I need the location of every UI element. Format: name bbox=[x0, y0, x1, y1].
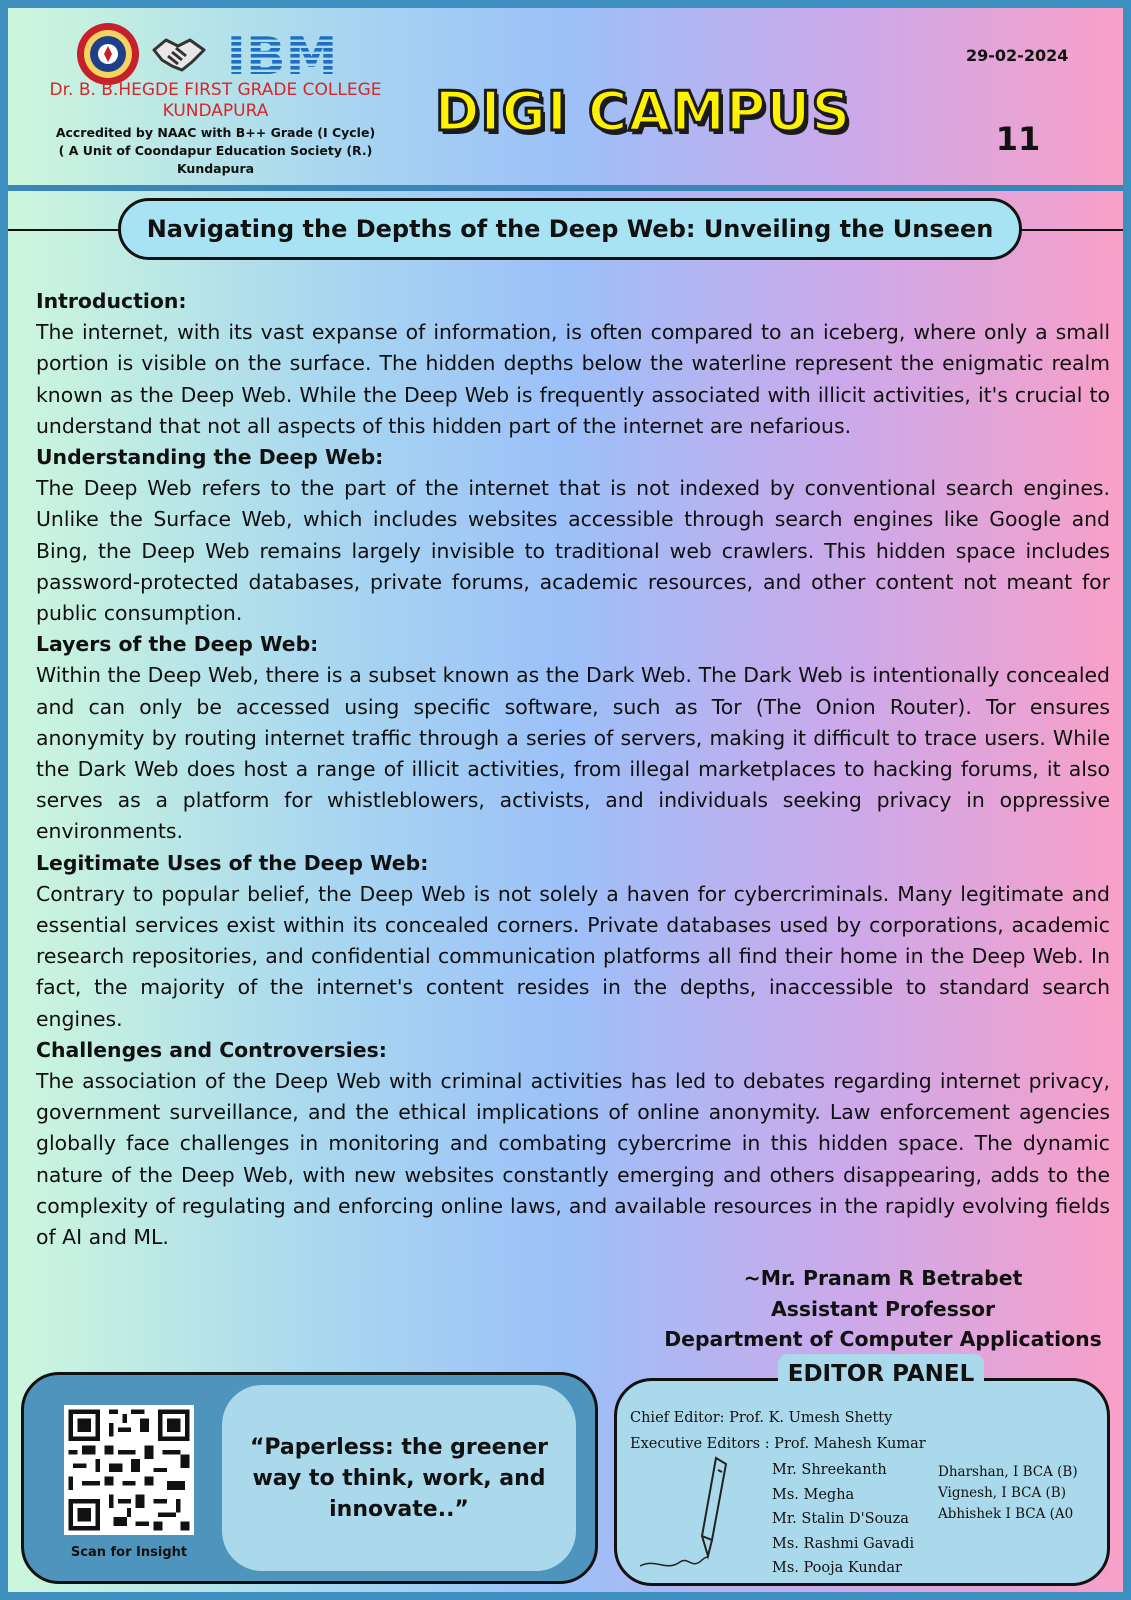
executive-editors: Executive Editors : Prof. Mahesh Kumar bbox=[630, 1436, 926, 1452]
title-rule-right bbox=[1020, 229, 1123, 231]
section-heading: Legitimate Uses of the Deep Web: bbox=[36, 850, 429, 875]
faculty-editor: Mr. Stalin D'Souza bbox=[772, 1511, 909, 1527]
faculty-editor: Ms. Pooja Kundar bbox=[772, 1560, 902, 1576]
qr-quote-card bbox=[21, 1372, 598, 1584]
green-quote: “Paperless: the greener way to think, work, and innovate..” bbox=[222, 1385, 576, 1571]
location-text: Kundapura bbox=[176, 161, 255, 176]
accreditation-text: Accredited by NAAC with B++ Grade (I Cycle) bbox=[55, 125, 376, 140]
author-name: ~Mr. Pranam R Betrabet bbox=[743, 1266, 1023, 1290]
newsletter-header bbox=[8, 8, 1123, 186]
pen-signature-icon bbox=[636, 1448, 776, 1578]
section-paragraph: The Deep Web refers to the part of the internet that is not indexed by conventional search engines. Unlike the Surface Web, which includes websites accessible through search engines like Google and Bing, the Deep Web remains largely invisible to traditional web crawlers. This hidden space includes password-protected databases, private forums, academic resources, and other content not meant for public consumption. bbox=[36, 476, 1110, 626]
section-heading: Layers of the Deep Web: bbox=[36, 632, 319, 657]
logo-row bbox=[76, 22, 356, 84]
student-editor: Abhishek I BCA (A0 bbox=[938, 1506, 1074, 1522]
issue-number: 11 bbox=[995, 120, 1041, 158]
unit-text: ( A Unit of Coondapur Education Society (R.) bbox=[58, 143, 373, 158]
ibm-logo bbox=[212, 30, 352, 78]
chief-editor: Chief Editor: Prof. K. Umesh Shetty bbox=[630, 1410, 893, 1426]
title-rule-left bbox=[8, 229, 120, 231]
college-name bbox=[38, 80, 393, 122]
author-department: Department of Computer Applications bbox=[664, 1327, 1102, 1351]
faculty-editor: Ms. Megha bbox=[772, 1486, 855, 1503]
masthead-title: DIGI CAMPUS bbox=[434, 80, 852, 143]
editor-panel-title: EDITOR PANEL bbox=[778, 1354, 984, 1394]
author-byline bbox=[648, 1263, 1118, 1355]
section-heading: Introduction: bbox=[36, 289, 187, 313]
article-body bbox=[36, 286, 1110, 1253]
faculty-editor: Ms. Rashmi Gavadi bbox=[772, 1535, 915, 1552]
college-name-line1: Dr. B. B.HEGDE FIRST GRADE COLLEGE bbox=[49, 80, 382, 100]
newsletter-page bbox=[8, 8, 1123, 1592]
article-title: Navigating the Depths of the Deep Web: Unveiling the Unseen bbox=[118, 198, 1022, 260]
section-paragraph: The internet, with its vast expanse of information, is often compared to an iceberg, where only a small portion is visible on the surface. The hidden depths below the waterline represent the enigmatic realm known as the Deep Web. While the Deep Web is frequently associated with illicit activities, it's crucial to understand that not all aspects of this hidden part of the internet are nefarious. bbox=[36, 320, 1110, 438]
section-paragraph: The association of the Deep Web with criminal activities has led to debates regarding internet privacy, government surveillance, and the ethical implications of online anonymity. Law enforcement agencies globally face challenges in monitoring and combating cybercrime in this hidden space. The dynamic nature of the Deep Web, with new websites constantly emerging and others disappearing, adds to the complexity of regulating and enforcing online laws, and available resources in the rapidly evolving fields of AI and ML. bbox=[36, 1069, 1110, 1250]
student-editors-list bbox=[938, 1462, 1078, 1525]
author-designation: Assistant Professor bbox=[770, 1296, 996, 1321]
section-paragraph: Contrary to popular belief, the Deep Web is not solely a haven for cybercriminals. Many legitimate and essential services exist within its concealed corners. Private databases used by corporations, academic research repositories, and confidential communication platforms all find their home in the Deep Web. In fact, the majority of the internet's content resides in the depths, inaccessible to standard search engines. bbox=[36, 881, 1110, 1031]
student-editor: Vignesh, I BCA (B) bbox=[938, 1485, 1066, 1501]
section-heading: Understanding the Deep Web: bbox=[36, 445, 384, 470]
section-paragraph: Within the Deep Web, there is a subset known as the Dark Web. The Dark Web is intentionally concealed and can only be accessed using specific software, such as Tor (The Onion Router). Tor ensures anonymity by routing internet traffic through a series of servers, making it difficult to trace users. While the Dark Web does host a range of illicit activities, from illegal marketplaces to hacking forums, it also serves as a platform for whistleblowers, activists, and individuals seeking privacy in oppressive environments. bbox=[36, 663, 1110, 844]
qr-caption: Scan for Insight bbox=[70, 1545, 188, 1560]
ibm-logo-text: IBM bbox=[226, 30, 338, 78]
header-divider bbox=[8, 185, 1123, 191]
college-meta bbox=[38, 124, 393, 178]
issue-date: 29-02-2024 bbox=[966, 46, 1069, 65]
student-editor: Dharshan, I BCA (B) bbox=[938, 1464, 1078, 1480]
section-heading: Challenges and Controversies: bbox=[36, 1037, 387, 1062]
handshake-icon bbox=[152, 32, 206, 76]
college-name-line2: KUNDAPURA bbox=[162, 101, 269, 121]
qr-code-icon[interactable] bbox=[64, 1405, 194, 1535]
faculty-editor: Mr. Shreekanth bbox=[772, 1462, 887, 1478]
college-seal-icon bbox=[76, 22, 140, 86]
faculty-editors-list bbox=[772, 1458, 914, 1581]
